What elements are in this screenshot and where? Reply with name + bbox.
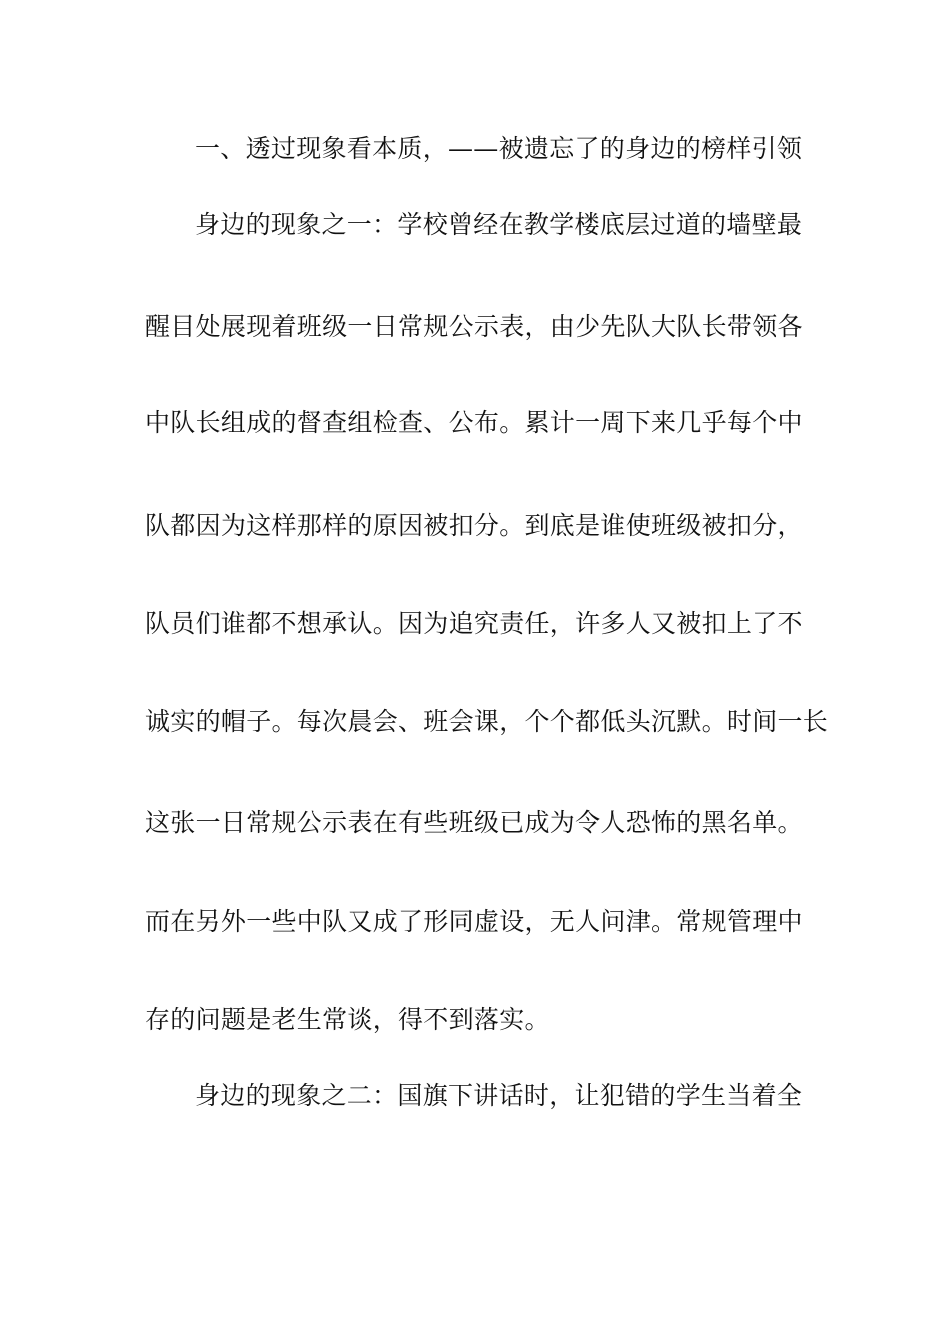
paragraph-line: 这张一日常规公示表在有些班级已成为令人恐怖的黑名单。	[145, 808, 803, 837]
paragraph-line: 而在另外一些中队又成了形同虚设，无人问津。常规管理中	[145, 907, 803, 936]
paragraph-line: 队员们谁都不想承认。因为追究责任，许多人又被扣上了不	[145, 609, 803, 638]
paragraph-line: 诚实的帽子。每次晨会、班会课，个个都低头沉默。时间一长	[145, 707, 829, 736]
paragraph-line: 队都因为这样那样的原因被扣分。到底是谁使班级被扣分，	[145, 511, 803, 540]
paragraph-line: 身边的现象之一：学校曾经在教学楼底层过道的墙壁最	[195, 210, 803, 239]
paragraph-line: 中队长组成的督查组检查、公布。累计一周下来几乎每个中	[145, 408, 803, 437]
paragraph-line: 身边的现象之二：国旗下讲话时，让犯错的学生当着全	[195, 1081, 803, 1110]
paragraph-line: 存的问题是老生常谈，得不到落实。	[145, 1005, 550, 1034]
paragraph-line: 醒目处展现着班级一日常规公示表，由少先队大队长带领各	[145, 312, 803, 341]
section-heading: 一、透过现象看本质，——被遗忘了的身边的榜样引领	[195, 134, 803, 163]
